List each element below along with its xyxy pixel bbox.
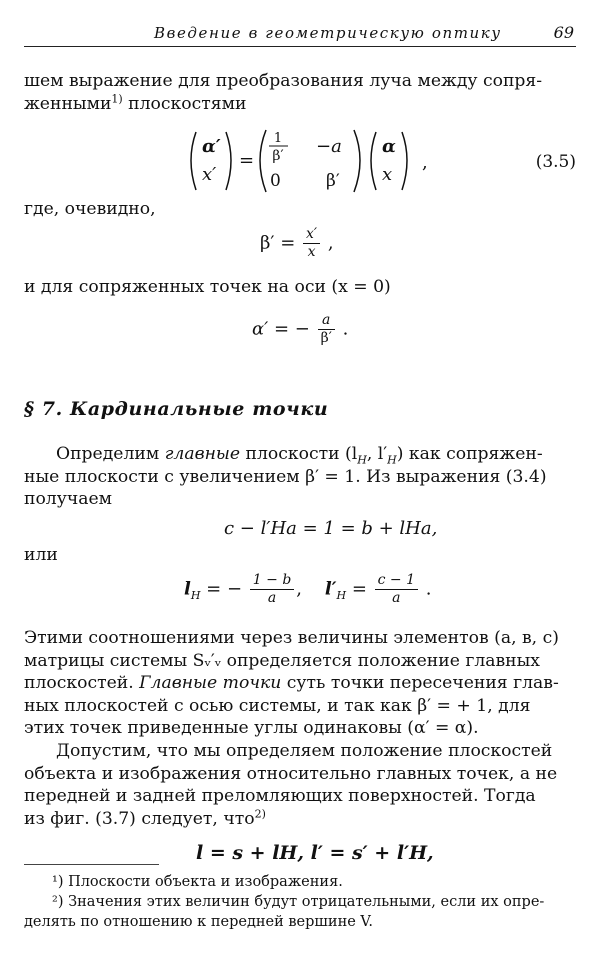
equation-beta xyxy=(260,226,334,261)
equation-3-5 xyxy=(184,128,444,198)
eq35-m11-num: 1 xyxy=(273,131,283,146)
paragraph-cardinal-points xyxy=(24,627,576,740)
equation-alpha xyxy=(252,312,348,347)
lh-tail: . xyxy=(425,578,432,600)
svg-text:=: = xyxy=(239,150,255,171)
eq35-lhs-bottom: x′ xyxy=(202,164,217,185)
lh-sep: , xyxy=(296,578,303,600)
lh-num1: 1 − b xyxy=(250,572,295,590)
beta-den: x xyxy=(307,244,316,260)
beta-fraction xyxy=(303,226,320,261)
intro-line-2-text: женными xyxy=(24,93,112,114)
p2-line-5: этих точек приведенные углы одинаковы (α′ = α). xyxy=(24,718,479,739)
ili-text: или xyxy=(24,545,58,565)
p1-line-2: ные плоскости с увеличением β′ = 1. Из выражения (3.4) xyxy=(24,466,547,487)
eq35-lhs-top: α′ xyxy=(202,136,221,157)
lh-sub: H xyxy=(190,589,201,603)
alpha-num: a xyxy=(318,312,335,330)
footnote-ref-2: 2) xyxy=(254,807,266,821)
beta-lhs: β′ = xyxy=(260,232,296,254)
beta-num: x′ xyxy=(303,226,320,244)
p2-line-4: ных плоскостей с осью системы, и так как β′ = + 1, для xyxy=(24,695,531,716)
where-text: где, очевидно, xyxy=(24,199,156,219)
lh-fraction-1 xyxy=(250,572,295,607)
book-page xyxy=(24,0,576,964)
p1-a: Определим xyxy=(56,444,165,464)
footnotes xyxy=(24,872,576,932)
equation-l-s: l = s + lH, l′ = s′ + l′H, xyxy=(196,842,434,864)
running-title: Введение в геометрическую оптику xyxy=(154,24,502,42)
intro-line-1: шем выражение для преобразования луча между сопря- xyxy=(24,71,543,91)
equation-c: c − l′Ha = 1 = b + lHa, xyxy=(224,518,438,539)
eq35-rhs-top: α xyxy=(382,136,396,157)
alpha-tail: . xyxy=(342,318,349,340)
eq35-m11-den: β′ xyxy=(272,148,284,164)
p1-c: плоскости (l xyxy=(240,444,358,464)
footnote-ref-1: 1) xyxy=(111,91,123,105)
p2-l3a: плоскостей. xyxy=(24,673,140,694)
p1-b: главные xyxy=(164,444,241,464)
equation-number-3-5: (3.5) xyxy=(535,152,576,172)
p1-d-sub: H xyxy=(387,453,397,467)
p3-line-4 xyxy=(24,808,576,831)
intro-line-2-tail: плоскостями xyxy=(122,93,247,114)
p1-d: , l′ xyxy=(366,444,388,464)
p2-line-1: Этими соотношениями через величины элементов (a, в, c) xyxy=(24,628,559,648)
footnote-1: ¹) Плоскости объекта и изображения. xyxy=(52,874,343,890)
eq35-tail: , xyxy=(422,152,428,173)
p3-line-2: объекта и изображения относительно главных точек, а не xyxy=(24,763,558,784)
eq35-m12: −a xyxy=(316,136,342,157)
intro-paragraph xyxy=(24,70,576,115)
lh2-eq: = xyxy=(346,578,367,600)
running-header xyxy=(24,22,576,47)
alpha-den: β′ xyxy=(320,330,332,346)
p1-line-1 xyxy=(24,443,576,466)
p1-e: ) как сопряжен- xyxy=(396,444,543,464)
p3-line-1: Допустим, что мы определяем положение плоскостей xyxy=(56,741,553,761)
p2-line-2: матрицы системы Sᵥ′ᵥ определяется положение главных xyxy=(24,650,541,671)
intro-line-2 xyxy=(24,93,576,116)
eq35-rhs-bottom: x xyxy=(382,164,393,185)
lh-fraction-2 xyxy=(375,572,418,607)
paragraph-suppose xyxy=(24,740,576,830)
lh2-symbol: l′ xyxy=(324,578,337,600)
lh-symbol: l xyxy=(184,578,191,600)
footnote-divider xyxy=(24,864,159,865)
alpha-lhs: α′ = − xyxy=(252,318,310,340)
alpha-fraction xyxy=(318,312,335,347)
lh2-sub: H xyxy=(336,589,347,603)
eq35-m21: 0 xyxy=(270,171,281,191)
footnote-2-line-1: ²) Значения этих величин будут отрицательными, если их опре- xyxy=(52,894,545,910)
lh-num2: c − 1 xyxy=(375,572,418,590)
p3-line-3: передней и задней преломляющих поверхностей. Тогда xyxy=(24,786,536,807)
p2-line-3 xyxy=(24,672,576,695)
p1-line-3: получаем xyxy=(24,489,112,510)
eq35-m22: β′ xyxy=(326,171,340,191)
equation-lh xyxy=(184,572,432,607)
axis-text: и для сопряженных точек на оси (x = 0) xyxy=(24,277,391,297)
p2-l3c: суть точки пересечения глав- xyxy=(281,673,559,694)
p2-l3b: Главные точки xyxy=(139,673,282,694)
beta-tail: , xyxy=(327,232,334,254)
lh-den2: a xyxy=(392,590,401,606)
lh-eq1: = − xyxy=(200,578,243,600)
p3-l4a: из фиг. (3.7) следует, что xyxy=(24,808,255,829)
footnote-2-line-2: делять по отношению к передней вершине V. xyxy=(24,914,373,930)
p1-c-sub: H xyxy=(357,453,367,467)
paragraph-principal-planes xyxy=(24,443,576,511)
section-heading: § 7. Кардинальные точки xyxy=(24,398,329,420)
lh-den1: a xyxy=(267,590,277,606)
page-number: 69 xyxy=(553,23,574,42)
